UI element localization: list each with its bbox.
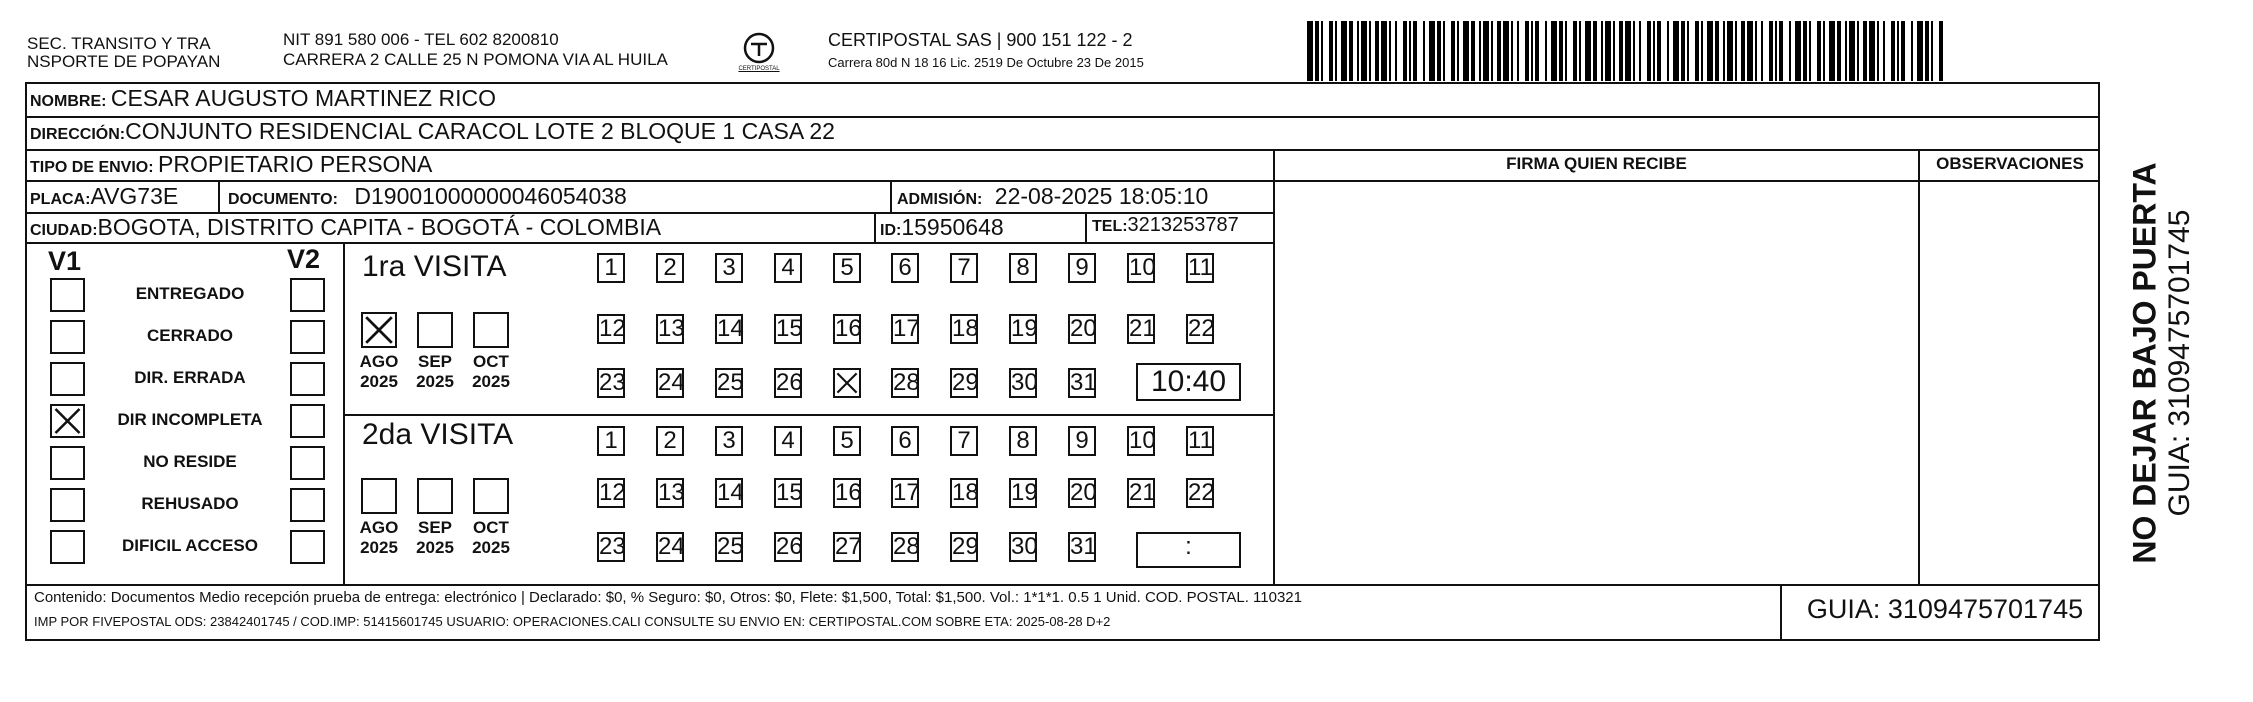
nombre-label: NOMBRE: <box>30 93 107 110</box>
barcode-bar <box>1457 21 1459 81</box>
tel-value: 3213253787 <box>1127 214 1239 236</box>
second-visit-day-box[interactable]: 14 <box>717 479 744 506</box>
second-visit-day-box[interactable]: 27 <box>835 533 862 560</box>
footer-guia: GUIA: 3109475701745 <box>1806 594 2084 624</box>
second-visit-day-box[interactable]: 13 <box>658 479 685 506</box>
barcode-bar <box>1795 21 1801 81</box>
barcode-bar <box>1437 21 1441 81</box>
second-visit-day-box[interactable]: 23 <box>599 533 626 560</box>
second-visit-title: 2da VISITA <box>362 418 514 451</box>
barcode-bar <box>1335 21 1337 81</box>
contenido-text: Contenido: Documentos Medio recepción prueba de entrega: electrónico | Declarado: $0, % Seguro: $0, Otros: $0, Flete: $1,500, Total: $1,500. Vol.: 1*1*1. 0.5 1 Unid. COD. POSTAL. 110321 <box>34 589 1302 606</box>
documento-label: DOCUMENTO: <box>228 191 338 208</box>
first-visit-day-box[interactable]: 18 <box>952 315 979 342</box>
barcode-bar <box>1483 21 1489 81</box>
barcode-bar <box>1613 21 1615 81</box>
barcode-bar <box>1695 21 1699 81</box>
barcode-bar <box>1639 21 1641 81</box>
barcode-bar <box>1443 21 1445 81</box>
barcode-bar <box>1593 21 1597 81</box>
second-visit-month-checkbox[interactable] <box>417 478 453 514</box>
barcode-bar <box>1329 21 1333 81</box>
barcode-bar <box>1727 21 1733 81</box>
barcode-bar <box>1551 21 1557 81</box>
second-visit-day-box[interactable]: 24 <box>658 533 685 560</box>
barcode-bar <box>1741 21 1745 81</box>
barcode-bar <box>1857 21 1859 81</box>
nit-line-2: CARRERA 2 CALLE 25 N POMONA VIA AL HUILA <box>283 50 668 69</box>
barcode-bar <box>1585 21 1591 81</box>
reason-label: DIFICIL ACCESO <box>121 536 258 555</box>
barcode-bar <box>1389 21 1391 81</box>
barcode-bar <box>1307 21 1313 81</box>
barcode-bar <box>1619 21 1623 81</box>
barcode-bar <box>1817 21 1821 81</box>
carrier-line-1: CERTIPOSTAL SAS | 900 151 122 - 2 <box>828 30 1133 50</box>
v1-checkbox[interactable] <box>50 278 85 312</box>
org-line-1: SEC. TRANSITO Y TRA <box>27 34 211 53</box>
barcode-bar <box>1681 21 1685 81</box>
documento-value: D19001000000046054038 <box>354 183 627 209</box>
barcode-bar <box>1633 21 1635 81</box>
ciudad-label: CIUDAD: <box>30 222 98 239</box>
second-visit-year-label: 2025 <box>472 538 510 557</box>
barcode-bar <box>1559 21 1563 81</box>
barcode-bar <box>1497 21 1501 81</box>
v2-checkbox[interactable] <box>290 488 325 522</box>
barcode-bar <box>1625 21 1631 81</box>
barcode-bar <box>1849 21 1855 81</box>
second-visit-year-label: 2025 <box>416 538 454 557</box>
barcode-bar <box>1525 21 1529 81</box>
barcode-bar <box>1409 21 1411 81</box>
v1-checkbox[interactable] <box>50 320 85 354</box>
barcode-bar <box>1647 21 1651 81</box>
barcode-bar <box>1535 21 1539 81</box>
admision-value: 22-08-2025 18:05:10 <box>994 183 1209 209</box>
first-visit-day-box[interactable]: 1 <box>597 253 625 283</box>
barcode-bar <box>1579 21 1581 81</box>
logo-caption: CERTIPOSTAL <box>738 66 780 72</box>
v1-checkbox[interactable] <box>50 488 85 522</box>
second-visit-day-box[interactable]: 28 <box>893 533 920 560</box>
first-visit-day-box[interactable]: 29 <box>952 369 979 396</box>
second-visit-day-box[interactable]: 8 <box>1009 426 1037 456</box>
first-visit-day-box[interactable]: 28 <box>893 369 920 396</box>
barcode-bar <box>1673 21 1679 81</box>
barcode-bar <box>1829 21 1835 81</box>
first-visit-day-box[interactable]: 3 <box>715 253 743 283</box>
barcode-bar <box>1761 21 1763 81</box>
first-visit-day-box[interactable]: 2 <box>656 253 684 283</box>
barcode-bar <box>1471 21 1475 81</box>
first-visit-day-box[interactable]: 26 <box>776 369 803 396</box>
first-visit-day-box[interactable] <box>833 368 861 398</box>
first-visit-day-box[interactable]: 15 <box>776 315 803 342</box>
first-visit-day-box[interactable]: 9 <box>1068 253 1096 283</box>
v1-label: V1 <box>48 246 82 276</box>
second-visit-day-box[interactable]: 2 <box>656 426 684 456</box>
side-guia: GUIA: 3109475701745 <box>2163 209 2196 517</box>
barcode-bar <box>1403 21 1407 81</box>
v2-checkbox[interactable] <box>290 278 325 312</box>
second-visit-day-box[interactable]: 26 <box>776 533 803 560</box>
barcode-bar <box>1321 21 1323 81</box>
barcode-bar <box>1775 21 1777 81</box>
barcode-bar <box>1375 21 1379 81</box>
v1-checkbox[interactable] <box>50 530 85 564</box>
second-visit-day-box[interactable]: 6 <box>891 426 919 456</box>
barcode-bar <box>1601 21 1603 81</box>
barcode-bar <box>1687 21 1689 81</box>
second-visit-day-box[interactable]: 4 <box>774 426 802 456</box>
first-visit-month-label: AGO <box>359 352 399 371</box>
first-visit-day-box[interactable]: 5 <box>833 253 861 283</box>
placa-label: PLACA: <box>30 191 91 208</box>
barcode-bar <box>1803 21 1807 81</box>
first-visit-title: 1ra VISITA <box>362 250 507 283</box>
barcode-bar <box>1823 21 1825 81</box>
reason-label: DIR INCOMPLETA <box>117 410 263 429</box>
barcode-bar <box>1341 21 1347 81</box>
barcode-bar <box>1381 21 1387 81</box>
first-visit-day-box[interactable]: 19 <box>1011 315 1038 342</box>
direccion-label: DIRECCIÓN: <box>30 126 126 143</box>
second-visit-day-box[interactable]: 10 <box>1129 427 1156 454</box>
v1-checkbox[interactable] <box>50 404 85 438</box>
barcode-bar <box>1735 21 1737 81</box>
no-dejar-bajo-puerta: NO DEJAR BAJO PUERTA <box>2126 162 2163 564</box>
nombre-value: CESAR AUGUSTO MARTINEZ RICO <box>110 85 496 111</box>
first-visit-day-box[interactable]: 8 <box>1009 253 1037 283</box>
second-visit-day-box[interactable]: 7 <box>950 426 978 456</box>
carrier-line-2: Carrera 80d N 18 16 Lic. 2519 De Octubre 23 De 2015 <box>828 55 1144 70</box>
second-visit-day-box[interactable]: 20 <box>1070 479 1097 506</box>
barcode-bar <box>1809 21 1811 81</box>
barcode-bar <box>1573 21 1577 81</box>
first-visit-day-box[interactable]: 20 <box>1070 315 1097 342</box>
second-visit-month-label: OCT <box>473 518 509 537</box>
second-visit-month-label: SEP <box>417 518 453 537</box>
first-visit-year-label: 2025 <box>416 372 454 391</box>
barcode-bar <box>1863 21 1867 81</box>
first-visit-day-box[interactable]: 12 <box>599 315 626 342</box>
first-visit-day-box[interactable]: 21 <box>1129 315 1156 342</box>
first-visit-day-box[interactable]: 22 <box>1188 315 1215 342</box>
barcode-bar <box>1701 21 1703 81</box>
barcode-bar <box>1755 21 1757 81</box>
tel-label: TEL: <box>1092 218 1128 235</box>
barcode-bar <box>1917 21 1923 81</box>
first-visit-day-box[interactable]: 25 <box>717 369 744 396</box>
first-visit-month-checkbox[interactable] <box>361 312 397 348</box>
barcode-bar <box>1769 21 1773 81</box>
first-visit-day-box[interactable]: 13 <box>658 315 685 342</box>
barcode-bar <box>1667 21 1669 81</box>
barcode-bar <box>1361 21 1367 81</box>
barcode-bar <box>1877 21 1879 81</box>
barcode-bar <box>1837 21 1841 81</box>
barcode-bar <box>1901 21 1905 81</box>
barcode <box>1307 21 1944 81</box>
v1-checkbox[interactable] <box>50 446 85 480</box>
barcode-bar <box>1517 21 1519 81</box>
first-visit-month-checkbox[interactable] <box>473 312 509 348</box>
barcode-bar <box>1451 21 1455 81</box>
barcode-bar <box>1395 21 1397 81</box>
first-visit-time-box[interactable]: 10:40 <box>1136 363 1241 401</box>
barcode-bar <box>1545 21 1547 81</box>
v2-checkbox[interactable] <box>290 320 325 354</box>
first-visit-day-box[interactable]: 11 <box>1188 254 1213 281</box>
barcode-bar <box>1707 21 1713 81</box>
second-visit-year-label: 2025 <box>360 538 398 557</box>
second-visit-month-checkbox[interactable] <box>473 478 509 514</box>
v1-checkbox[interactable] <box>50 362 85 396</box>
first-visit-day-box[interactable]: 17 <box>893 315 920 342</box>
barcode-bar <box>1939 21 1943 81</box>
barcode-bar <box>1605 21 1611 81</box>
barcode-bar <box>1911 21 1913 81</box>
v2-checkbox[interactable] <box>290 530 325 564</box>
direccion-value: CONJUNTO RESIDENCIAL CARACOL LOTE 2 BLOQUE 1 CASA 22 <box>125 118 835 144</box>
barcode-bar <box>1479 21 1481 81</box>
barcode-bar <box>1413 21 1417 81</box>
placa-value: AVG73E <box>90 183 179 209</box>
barcode-bar <box>1779 21 1783 81</box>
ciudad-value: BOGOTA, DISTRITO CAPITA - BOGOTÁ - COLOMBIA <box>97 214 662 240</box>
barcode-bar <box>1349 21 1353 81</box>
second-visit-day-box[interactable]: 22 <box>1188 479 1215 506</box>
barcode-bar <box>1747 21 1753 81</box>
second-visit-month-label: AGO <box>359 518 399 537</box>
barcode-bar <box>1869 21 1875 81</box>
reason-label: DIR. ERRADA <box>134 368 246 387</box>
firma-label: FIRMA QUIEN RECIBE <box>1506 154 1687 173</box>
first-visit-day-box[interactable]: 6 <box>891 253 919 283</box>
certipostal-logo <box>735 28 783 76</box>
barcode-bar <box>1715 21 1719 81</box>
barcode-bar <box>1925 21 1929 81</box>
first-visit-day-box[interactable]: 16 <box>835 315 862 342</box>
barcode-bar <box>1891 21 1895 81</box>
first-visit-day-box[interactable]: 14 <box>717 315 744 342</box>
barcode-bar <box>1653 21 1655 81</box>
second-visit-day-box[interactable]: 31 <box>1070 533 1097 560</box>
first-visit-month-label: OCT <box>473 352 509 371</box>
first-visit-month-label: SEP <box>417 352 453 371</box>
reason-label: CERRADO <box>147 326 233 345</box>
first-visit-day-box[interactable]: 23 <box>599 369 626 396</box>
barcode-bar <box>1315 21 1319 81</box>
barcode-bar <box>1463 21 1469 81</box>
barcode-bar <box>1357 21 1359 81</box>
first-visit-day-box[interactable]: 10 <box>1129 254 1156 281</box>
barcode-bar <box>1503 21 1509 81</box>
nit-line-1: NIT 891 580 006 - TEL 602 8200810 <box>283 30 559 49</box>
tipo-envio-label: TIPO DE ENVIO: <box>30 159 154 176</box>
barcode-bar <box>1369 21 1371 81</box>
barcode-bar <box>1429 21 1435 81</box>
second-visit-day-box[interactable]: 11 <box>1188 427 1213 454</box>
org-line-2: NSPORTE DE POPAYAN <box>27 52 221 71</box>
barcode-bar <box>1789 21 1791 81</box>
barcode-bar <box>1931 21 1933 81</box>
barcode-bar <box>1845 21 1847 81</box>
barcode-bar <box>1511 21 1513 81</box>
reason-label: NO RESIDE <box>143 452 237 471</box>
id-label: ID: <box>880 222 902 239</box>
second-visit-day-box[interactable]: 25 <box>717 533 744 560</box>
second-visit-day-box[interactable]: 9 <box>1068 426 1096 456</box>
first-visit-day-box[interactable]: 30 <box>1011 369 1038 396</box>
barcode-bar <box>1423 21 1425 81</box>
barcode-bar <box>1531 21 1533 81</box>
v2-checkbox[interactable] <box>290 404 325 438</box>
reason-label: ENTREGADO <box>135 284 245 303</box>
second-visit-day-box[interactable]: 15 <box>776 479 803 506</box>
second-visit-time-box[interactable]: : <box>1136 532 1241 568</box>
barcode-bar <box>1565 21 1567 81</box>
second-visit-month-checkbox[interactable] <box>361 478 397 514</box>
second-visit-day-box[interactable]: 5 <box>833 426 861 456</box>
barcode-bar <box>1491 21 1493 81</box>
barcode-bar <box>1897 21 1899 81</box>
v2-checkbox[interactable] <box>290 446 325 480</box>
second-visit-day-box[interactable]: 18 <box>952 479 979 506</box>
second-visit-day-box[interactable]: 16 <box>835 479 862 506</box>
second-visit-day-box[interactable]: 21 <box>1129 479 1156 506</box>
first-visit-year-label: 2025 <box>472 372 510 391</box>
tipo-envio-value: PROPIETARIO PERSONA <box>158 151 433 177</box>
barcode-bar <box>1723 21 1725 81</box>
v2-label: V2 <box>287 244 321 274</box>
imp-text: IMP POR FIVEPOSTAL ODS: 23842401745 / COD.IMP: 51415601745 USUARIO: OPERACIONES.CALI CONSULTE SU ENVIO EN: CERTIPOSTAL.COM SOBRE ETA: 2025-08-28 D+2 <box>34 614 1111 629</box>
second-visit-day-box[interactable]: 29 <box>952 533 979 560</box>
second-visit-day-box[interactable]: 17 <box>893 479 920 506</box>
first-visit-day-box[interactable]: 31 <box>1070 369 1097 396</box>
id-value: 15950648 <box>901 214 1004 240</box>
reason-label: REHUSADO <box>141 494 239 513</box>
v2-checkbox[interactable] <box>290 362 325 396</box>
barcode-bar <box>1883 21 1885 81</box>
first-visit-day-box[interactable]: 4 <box>774 253 802 283</box>
admision-label: ADMISIÓN: <box>897 191 983 208</box>
second-visit-day-box[interactable]: 3 <box>715 426 743 456</box>
barcode-bar <box>1657 21 1661 81</box>
first-visit-day-box[interactable]: 24 <box>658 369 685 396</box>
first-visit-year-label: 2025 <box>360 372 398 391</box>
second-visit-day-box[interactable]: 19 <box>1011 479 1038 506</box>
second-visit-day-box[interactable]: 12 <box>599 479 626 506</box>
second-visit-day-box[interactable]: 30 <box>1011 533 1038 560</box>
first-visit-day-box[interactable]: 7 <box>950 253 978 283</box>
observaciones-label: OBSERVACIONES <box>1936 154 2084 173</box>
second-visit-day-box[interactable]: 1 <box>597 426 625 456</box>
first-visit-month-checkbox[interactable] <box>417 312 453 348</box>
